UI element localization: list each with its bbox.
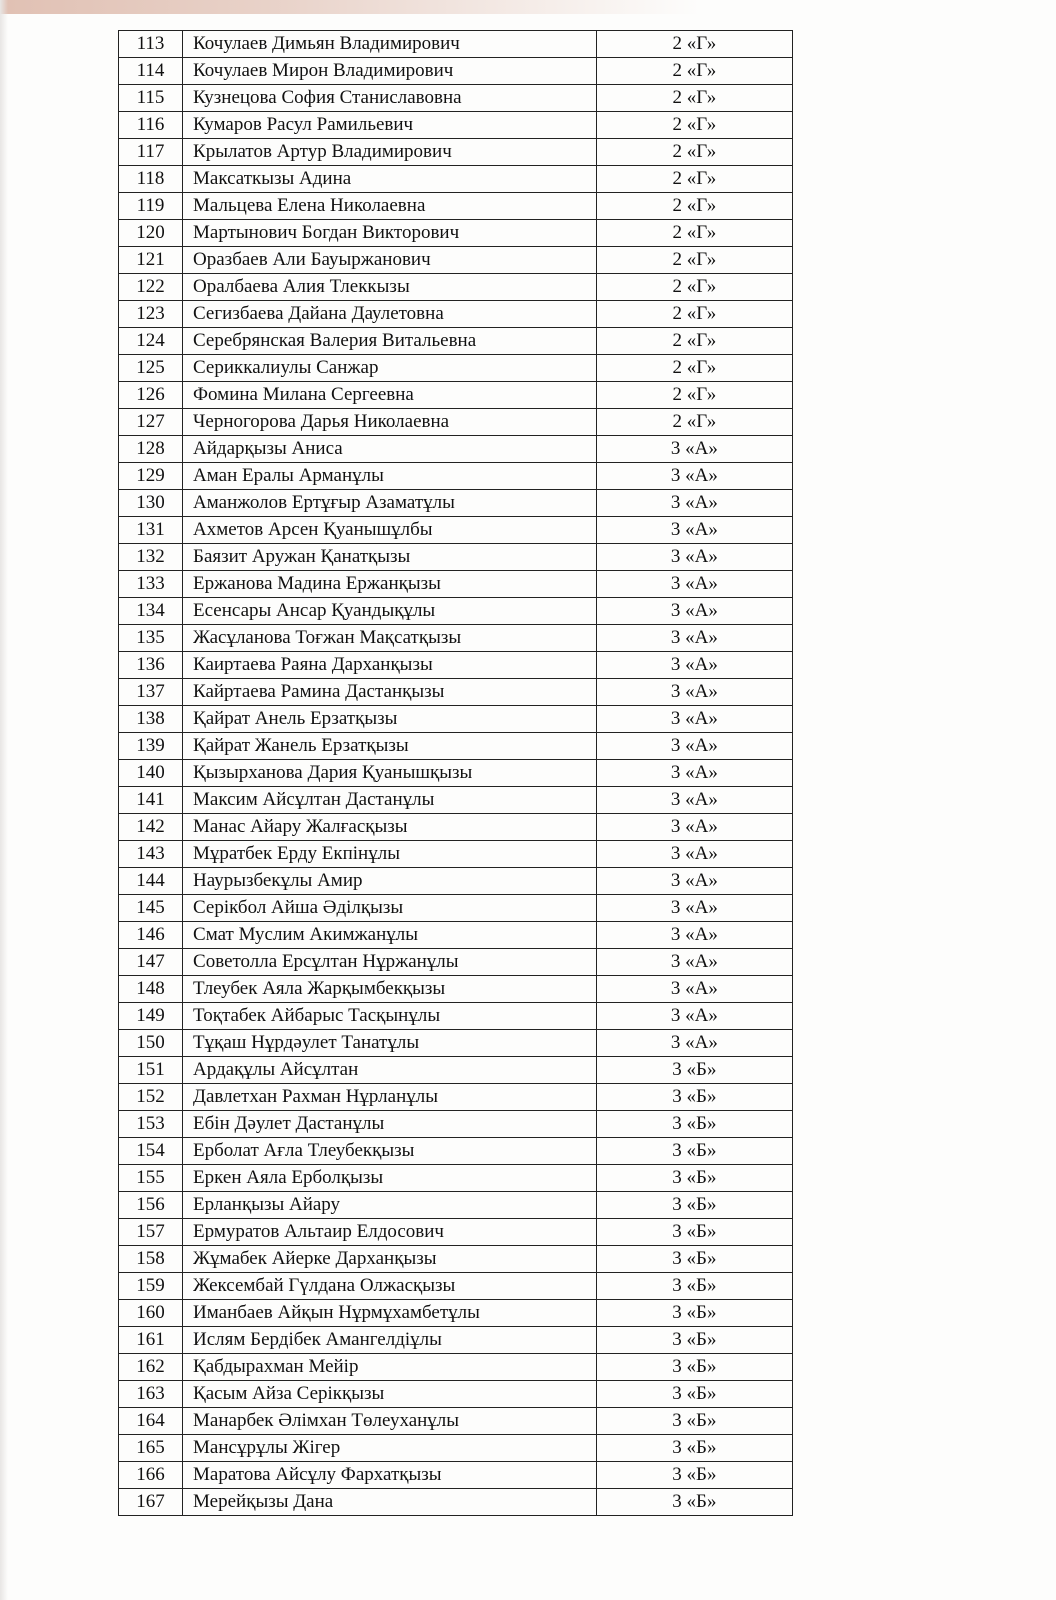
- scan-left-shadow: [0, 0, 8, 1600]
- table-row: [119, 868, 793, 895]
- student-name: Ардақұлы Айсұлтан: [183, 1057, 597, 1084]
- student-name: Иманбаев Айқын Нұрмұхамбетұлы: [183, 1300, 597, 1327]
- class-label: 3 «Б»: [596, 1435, 792, 1462]
- class-label: 3 «Б»: [596, 1381, 792, 1408]
- class-label: 3 «Б»: [596, 1408, 792, 1435]
- row-number: 128: [119, 436, 183, 463]
- table-row: [119, 571, 793, 598]
- student-name: Ахметов Арсен Қуанышұлбы: [183, 517, 597, 544]
- table-row: [119, 922, 793, 949]
- table-row: [119, 166, 793, 193]
- student-name: Ермуратов Альтаир Елдосович: [183, 1219, 597, 1246]
- row-number: 164: [119, 1408, 183, 1435]
- row-number: 152: [119, 1084, 183, 1111]
- class-label: 3 «А»: [596, 841, 792, 868]
- table-row: [119, 220, 793, 247]
- row-number: 137: [119, 679, 183, 706]
- class-label: 3 «А»: [596, 463, 792, 490]
- row-number: 165: [119, 1435, 183, 1462]
- student-name: Баязит Аружан Қанатқызы: [183, 544, 597, 571]
- student-name: Крылатов Артур Владимирович: [183, 139, 597, 166]
- student-name: Тлеубек Аяла Жарқымбекқызы: [183, 976, 597, 1003]
- row-number: 154: [119, 1138, 183, 1165]
- class-label: 2 «Г»: [596, 409, 792, 436]
- class-label: 3 «Б»: [596, 1219, 792, 1246]
- row-number: 151: [119, 1057, 183, 1084]
- row-number: 135: [119, 625, 183, 652]
- table-row: [119, 85, 793, 112]
- student-name: Мерейқызы Дана: [183, 1489, 597, 1516]
- class-label: 2 «Г»: [596, 112, 792, 139]
- class-label: 3 «А»: [596, 868, 792, 895]
- row-number: 130: [119, 490, 183, 517]
- student-name: Серебрянская Валерия Витальевна: [183, 328, 597, 355]
- row-number: 150: [119, 1030, 183, 1057]
- row-number: 163: [119, 1381, 183, 1408]
- table-row: [119, 814, 793, 841]
- class-label: 3 «Б»: [596, 1327, 792, 1354]
- table-row: [119, 679, 793, 706]
- table-row: [119, 355, 793, 382]
- row-number: 117: [119, 139, 183, 166]
- student-name: Мұратбек Ерду Екпінұлы: [183, 841, 597, 868]
- student-name: Ерболат Ағла Тлеубекқызы: [183, 1138, 597, 1165]
- class-label: 3 «А»: [596, 544, 792, 571]
- row-number: 142: [119, 814, 183, 841]
- student-name: Ержанова Мадина Ержанқызы: [183, 571, 597, 598]
- class-label: 3 «А»: [596, 922, 792, 949]
- row-number: 118: [119, 166, 183, 193]
- row-number: 136: [119, 652, 183, 679]
- row-number: 122: [119, 274, 183, 301]
- student-name: Кочулаев Мирон Владимирович: [183, 58, 597, 85]
- student-name: Черногорова Дарья Николаевна: [183, 409, 597, 436]
- row-number: 127: [119, 409, 183, 436]
- table-row: [119, 1165, 793, 1192]
- table-row: [119, 328, 793, 355]
- row-number: 144: [119, 868, 183, 895]
- table-row: [119, 1435, 793, 1462]
- row-number: 132: [119, 544, 183, 571]
- class-label: 3 «А»: [596, 895, 792, 922]
- table-row: [119, 1327, 793, 1354]
- row-number: 143: [119, 841, 183, 868]
- class-label: 3 «Б»: [596, 1165, 792, 1192]
- row-number: 139: [119, 733, 183, 760]
- class-label: 3 «А»: [596, 517, 792, 544]
- student-name: Манарбек Әлімхан Төлеуханұлы: [183, 1408, 597, 1435]
- class-label: 3 «А»: [596, 679, 792, 706]
- table-row: [119, 1138, 793, 1165]
- row-number: 146: [119, 922, 183, 949]
- row-number: 148: [119, 976, 183, 1003]
- row-number: 115: [119, 85, 183, 112]
- row-number: 126: [119, 382, 183, 409]
- row-number: 166: [119, 1462, 183, 1489]
- student-list-body: [119, 31, 793, 1516]
- table-row: [119, 841, 793, 868]
- class-label: 3 «А»: [596, 625, 792, 652]
- row-number: 162: [119, 1354, 183, 1381]
- class-label: 3 «А»: [596, 976, 792, 1003]
- row-number: 156: [119, 1192, 183, 1219]
- class-label: 3 «Б»: [596, 1354, 792, 1381]
- class-label: 3 «А»: [596, 706, 792, 733]
- table-row: [119, 1408, 793, 1435]
- class-label: 3 «Б»: [596, 1246, 792, 1273]
- table-row: [119, 31, 793, 58]
- row-number: 113: [119, 31, 183, 58]
- class-label: 3 «А»: [596, 1030, 792, 1057]
- class-label: 2 «Г»: [596, 193, 792, 220]
- row-number: 121: [119, 247, 183, 274]
- class-label: 3 «А»: [596, 949, 792, 976]
- student-name: Айдарқызы Аниса: [183, 436, 597, 463]
- student-name: Жұмабек Айерке Дарханқызы: [183, 1246, 597, 1273]
- student-name: Мансұрұлы Жігер: [183, 1435, 597, 1462]
- student-name: Мальцева Елена Николаевна: [183, 193, 597, 220]
- class-label: 2 «Г»: [596, 301, 792, 328]
- student-name: Жексембай Гүлдана Олжасқызы: [183, 1273, 597, 1300]
- row-number: 160: [119, 1300, 183, 1327]
- class-label: 2 «Г»: [596, 382, 792, 409]
- table-row: [119, 1381, 793, 1408]
- table-row: [119, 436, 793, 463]
- class-label: 2 «Г»: [596, 85, 792, 112]
- class-label: 2 «Г»: [596, 274, 792, 301]
- class-label: 3 «А»: [596, 436, 792, 463]
- student-name: Максим Айсұлтан Дастанұлы: [183, 787, 597, 814]
- table-row: [119, 1273, 793, 1300]
- student-name: Тоқтабек Айбарыс Тасқынұлы: [183, 1003, 597, 1030]
- row-number: 116: [119, 112, 183, 139]
- student-name: Жасұланова Тоғжан Мақсатқызы: [183, 625, 597, 652]
- table-row: [119, 1030, 793, 1057]
- student-name: Қасым Айза Серікқызы: [183, 1381, 597, 1408]
- row-number: 129: [119, 463, 183, 490]
- row-number: 124: [119, 328, 183, 355]
- row-number: 157: [119, 1219, 183, 1246]
- student-name: Аманжолов Ертұғыр Азаматұлы: [183, 490, 597, 517]
- table-row: [119, 1057, 793, 1084]
- class-label: 3 «Б»: [596, 1192, 792, 1219]
- row-number: 153: [119, 1111, 183, 1138]
- table-row: [119, 625, 793, 652]
- student-name: Аман Ералы Арманұлы: [183, 463, 597, 490]
- table-row: [119, 1246, 793, 1273]
- student-name: Кайртаева Рамина Дастанқызы: [183, 679, 597, 706]
- student-name: Сериккалиулы Санжар: [183, 355, 597, 382]
- table-row: [119, 760, 793, 787]
- table-row: [119, 112, 793, 139]
- student-name: Қызырханова Дария Қуанышқызы: [183, 760, 597, 787]
- student-name: Тұқаш Нұрдәулет Танатұлы: [183, 1030, 597, 1057]
- student-name: Фомина Милана Сергеевна: [183, 382, 597, 409]
- student-name: Советолла Ерсұлтан Нұржанұлы: [183, 949, 597, 976]
- table-row: [119, 733, 793, 760]
- student-name: Еркен Аяла Ерболқызы: [183, 1165, 597, 1192]
- class-label: 2 «Г»: [596, 328, 792, 355]
- class-label: 3 «А»: [596, 814, 792, 841]
- table-row: [119, 490, 793, 517]
- table-row: [119, 139, 793, 166]
- class-label: 3 «Б»: [596, 1489, 792, 1516]
- table-row: [119, 301, 793, 328]
- table-row: [119, 247, 793, 274]
- class-label: 3 «А»: [596, 733, 792, 760]
- class-label: 2 «Г»: [596, 166, 792, 193]
- table-row: [119, 463, 793, 490]
- class-label: 2 «Г»: [596, 220, 792, 247]
- row-number: 119: [119, 193, 183, 220]
- class-label: 3 «Б»: [596, 1273, 792, 1300]
- table-row: [119, 949, 793, 976]
- student-name: Кумаров Расул Рамильевич: [183, 112, 597, 139]
- table-row: [119, 1219, 793, 1246]
- table-row: [119, 1300, 793, 1327]
- table-row: [119, 1192, 793, 1219]
- student-name: Сегизбаева Дайана Даулетовна: [183, 301, 597, 328]
- table-row: [119, 517, 793, 544]
- row-number: 114: [119, 58, 183, 85]
- student-name: Давлетхан Рахман Нұрланұлы: [183, 1084, 597, 1111]
- table-row: [119, 409, 793, 436]
- row-number: 138: [119, 706, 183, 733]
- student-name: Оралбаева Алия Тлеккызы: [183, 274, 597, 301]
- table-row: [119, 382, 793, 409]
- class-label: 3 «А»: [596, 760, 792, 787]
- class-label: 3 «А»: [596, 652, 792, 679]
- row-number: 167: [119, 1489, 183, 1516]
- class-label: 2 «Г»: [596, 247, 792, 274]
- student-name: Ерланқызы Айару: [183, 1192, 597, 1219]
- table-row: [119, 274, 793, 301]
- student-name: Каиртаева Раяна Дарханқызы: [183, 652, 597, 679]
- class-label: 3 «А»: [596, 571, 792, 598]
- table-row: [119, 706, 793, 733]
- table-row: [119, 1003, 793, 1030]
- student-list-table-wrapper: [118, 30, 793, 1516]
- student-name: Ислям Бердібек Амангелдіұлы: [183, 1327, 597, 1354]
- row-number: 149: [119, 1003, 183, 1030]
- class-label: 3 «Б»: [596, 1300, 792, 1327]
- table-row: [119, 652, 793, 679]
- student-name: Смат Муслим Акимжанұлы: [183, 922, 597, 949]
- table-row: [119, 787, 793, 814]
- class-label: 3 «А»: [596, 598, 792, 625]
- student-name: Ебін Дәулет Дастанұлы: [183, 1111, 597, 1138]
- class-label: 3 «Б»: [596, 1462, 792, 1489]
- row-number: 145: [119, 895, 183, 922]
- table-row: [119, 1111, 793, 1138]
- row-number: 158: [119, 1246, 183, 1273]
- student-name: Оразбаев Али Бауыржанович: [183, 247, 597, 274]
- class-label: 3 «А»: [596, 490, 792, 517]
- table-row: [119, 1462, 793, 1489]
- table-row: [119, 1354, 793, 1381]
- student-name: Есенсары Ансар Қуандықұлы: [183, 598, 597, 625]
- class-label: 2 «Г»: [596, 31, 792, 58]
- row-number: 141: [119, 787, 183, 814]
- row-number: 147: [119, 949, 183, 976]
- scan-edge-mark: [0, 0, 700, 14]
- student-list-table: [118, 30, 793, 1516]
- class-label: 2 «Г»: [596, 139, 792, 166]
- table-row: [119, 193, 793, 220]
- student-name: Серікбол Айша Әділқызы: [183, 895, 597, 922]
- row-number: 159: [119, 1273, 183, 1300]
- student-name: Наурызбекұлы Амир: [183, 868, 597, 895]
- row-number: 120: [119, 220, 183, 247]
- row-number: 133: [119, 571, 183, 598]
- class-label: 3 «Б»: [596, 1111, 792, 1138]
- student-name: Кочулаев Димьян Владимирович: [183, 31, 597, 58]
- row-number: 161: [119, 1327, 183, 1354]
- table-row: [119, 544, 793, 571]
- student-name: Маратова Айсұлу Фархатқызы: [183, 1462, 597, 1489]
- student-name: Манас Айару Жалғасқызы: [183, 814, 597, 841]
- class-label: 2 «Г»: [596, 355, 792, 382]
- class-label: 2 «Г»: [596, 58, 792, 85]
- student-name: Мартынович Богдан Викторович: [183, 220, 597, 247]
- row-number: 134: [119, 598, 183, 625]
- row-number: 125: [119, 355, 183, 382]
- table-row: [119, 1084, 793, 1111]
- table-row: [119, 598, 793, 625]
- student-name: Қабдырахман Мейір: [183, 1354, 597, 1381]
- student-name: Кузнецова София Станиславовна: [183, 85, 597, 112]
- row-number: 155: [119, 1165, 183, 1192]
- class-label: 3 «А»: [596, 787, 792, 814]
- row-number: 131: [119, 517, 183, 544]
- table-row: [119, 58, 793, 85]
- student-name: Қайрат Жанель Ерзатқызы: [183, 733, 597, 760]
- table-row: [119, 976, 793, 1003]
- class-label: 3 «Б»: [596, 1138, 792, 1165]
- table-row: [119, 1489, 793, 1516]
- row-number: 140: [119, 760, 183, 787]
- table-row: [119, 895, 793, 922]
- class-label: 3 «Б»: [596, 1057, 792, 1084]
- class-label: 3 «Б»: [596, 1084, 792, 1111]
- row-number: 123: [119, 301, 183, 328]
- class-label: 3 «А»: [596, 1003, 792, 1030]
- student-name: Қайрат Анель Ерзатқызы: [183, 706, 597, 733]
- student-name: Максаткызы Адина: [183, 166, 597, 193]
